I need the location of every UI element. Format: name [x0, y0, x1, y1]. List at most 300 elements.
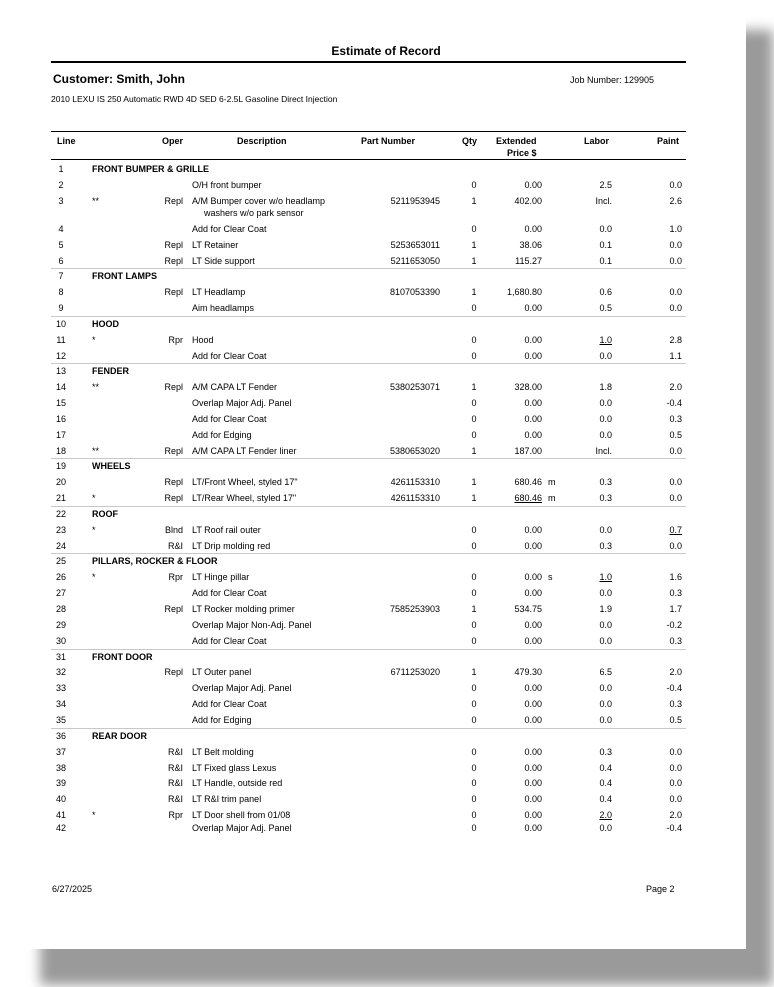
section-row — [26, 509, 746, 523]
item-description: LT Belt molding — [192, 747, 254, 757]
labor-hours: 0.0 — [599, 398, 612, 408]
line-number: 20 — [55, 477, 66, 487]
table-row — [26, 604, 746, 618]
labor-hours: 0.3 — [599, 541, 612, 551]
table-row — [26, 699, 746, 713]
extended-price: 0.00 — [524, 303, 542, 313]
line-number: 29 — [55, 620, 66, 630]
part-number: 5380653020 — [389, 446, 440, 456]
line-number: 8 — [58, 287, 64, 297]
line-number: 5 — [58, 240, 64, 250]
item-description: LT Handle, outside red — [192, 778, 283, 788]
line-number: 3 — [58, 196, 64, 206]
paint-hours: 0.0 — [669, 303, 682, 313]
line-number: 14 — [55, 382, 66, 392]
table-row — [26, 493, 746, 507]
line-number: 22 — [55, 509, 66, 519]
operation: R&I — [167, 747, 183, 757]
item-description: LT Roof rail outer — [192, 525, 261, 535]
item-description: Add for Edging — [192, 715, 252, 725]
line-number: 18 — [55, 446, 66, 456]
labor-hours: 1.8 — [599, 382, 612, 392]
item-description: A/M CAPA LT Fender liner — [192, 446, 297, 456]
section-title: FRONT LAMPS — [92, 271, 157, 281]
part-number: 7585253903 — [389, 604, 440, 614]
table-row — [26, 636, 746, 650]
quantity: 1 — [471, 477, 477, 487]
paint-hours: 2.8 — [669, 335, 682, 345]
item-description: Overlap Major Adj. Panel — [192, 398, 292, 408]
operation: Repl — [164, 240, 183, 250]
operation: Repl — [164, 604, 183, 614]
quantity: 0 — [471, 747, 477, 757]
item-description: LT/Front Wheel, styled 17" — [192, 477, 298, 487]
extended-price: 0.00 — [524, 763, 542, 773]
line-number: 34 — [55, 699, 66, 709]
line-marker: ** — [92, 196, 100, 206]
quantity: 1 — [471, 446, 477, 456]
line-number: 27 — [55, 588, 66, 598]
extended-price: 0.00 — [524, 541, 542, 551]
line-number: 38 — [55, 763, 66, 773]
customer-name: Customer: Smith, John — [53, 72, 186, 86]
part-number: 8107053390 — [389, 287, 440, 297]
price-flag: s — [548, 572, 553, 582]
line-number: 24 — [55, 541, 66, 551]
operation: Repl — [164, 256, 183, 266]
paint-hours: -0.4 — [666, 398, 682, 408]
quantity: 0 — [471, 224, 477, 234]
quantity: 0 — [471, 683, 477, 693]
labor-hours: 0.1 — [599, 240, 612, 250]
paint-hours: 0.0 — [669, 287, 682, 297]
labor-hours: Incl. — [595, 446, 612, 456]
section-divider — [51, 363, 686, 364]
item-description: A/M CAPA LT Fender — [192, 382, 278, 392]
item-description: Add for Clear Coat — [192, 224, 267, 234]
col-header-qty: Qty — [462, 136, 478, 146]
item-description: LT Fixed glass Lexus — [192, 763, 277, 773]
line-marker: ** — [92, 446, 100, 456]
labor-hours: 0.0 — [599, 224, 612, 234]
quantity: 0 — [471, 303, 477, 313]
table-row — [26, 398, 746, 412]
line-number: 21 — [55, 493, 66, 503]
quantity: 1 — [471, 240, 477, 250]
extended-price: 0.00 — [524, 398, 542, 408]
paint-hours: 0.5 — [669, 430, 682, 440]
quantity: 0 — [471, 430, 477, 440]
paint-hours: 0.7 — [669, 525, 682, 535]
labor-hours: 0.0 — [599, 683, 612, 693]
quantity: 1 — [471, 667, 477, 677]
operation: Blnd — [164, 525, 183, 535]
section-row — [26, 461, 746, 475]
labor-hours: 0.0 — [599, 414, 612, 424]
line-number: 37 — [55, 747, 66, 757]
table-row — [26, 287, 746, 301]
operation: Rpr — [168, 572, 183, 582]
section-row — [26, 271, 746, 285]
table-row — [26, 794, 746, 808]
extended-price: 0.00 — [524, 810, 542, 820]
paint-hours: 2.0 — [669, 810, 682, 820]
paint-hours: -0.4 — [666, 823, 682, 833]
table-row — [26, 240, 746, 254]
extended-price: 38.06 — [519, 240, 542, 250]
part-number: 5211653050 — [390, 256, 440, 266]
paint-hours: 0.0 — [669, 180, 682, 190]
part-number: 5380253071 — [389, 382, 440, 392]
quantity: 0 — [471, 810, 477, 820]
section-row — [26, 366, 746, 380]
table-row — [26, 477, 746, 491]
paint-hours: 0.0 — [669, 256, 682, 266]
paint-hours: 0.0 — [669, 747, 682, 757]
line-number: 2 — [58, 180, 64, 190]
labor-hours: 0.0 — [599, 699, 612, 709]
section-title: PILLARS, ROCKER & FLOOR — [92, 556, 218, 566]
line-number: 10 — [55, 319, 66, 329]
line-number: 31 — [55, 652, 66, 662]
section-divider — [51, 553, 686, 554]
part-number: 5211953945 — [390, 196, 440, 206]
line-marker: ** — [92, 382, 100, 392]
quantity: 0 — [471, 699, 477, 709]
operation: Repl — [164, 667, 183, 677]
line-number: 12 — [55, 351, 66, 361]
labor-hours: 0.0 — [599, 620, 612, 630]
extended-price: 0.00 — [524, 588, 542, 598]
section-row — [26, 731, 746, 745]
labor-hours: Incl. — [595, 196, 612, 206]
table-row — [26, 224, 746, 238]
extended-price: 0.00 — [524, 180, 542, 190]
quantity: 1 — [471, 287, 477, 297]
line-number: 13 — [55, 366, 66, 376]
extended-price: 680.46 — [514, 493, 542, 503]
extended-price: 0.00 — [524, 430, 542, 440]
labor-hours: 0.3 — [599, 493, 612, 503]
extended-price: 0.00 — [524, 351, 542, 361]
extended-price: 328.00 — [514, 382, 542, 392]
document-page — [26, 16, 746, 949]
line-number: 35 — [55, 715, 66, 725]
item-description: LT Outer panel — [192, 667, 252, 677]
line-number: 15 — [55, 398, 66, 408]
paint-hours: 0.3 — [669, 636, 682, 646]
operation: Repl — [164, 446, 183, 456]
paint-hours: -0.2 — [666, 620, 682, 630]
extended-price: 1,680.80 — [506, 287, 542, 297]
labor-hours: 0.6 — [599, 287, 612, 297]
paint-hours: 2.0 — [669, 667, 682, 677]
item-description: LT Side support — [192, 256, 255, 266]
paint-hours: 1.7 — [669, 604, 682, 614]
quantity: 1 — [471, 604, 477, 614]
extended-price: 0.00 — [524, 620, 542, 630]
labor-hours: 0.3 — [599, 477, 612, 487]
section-title: WHEELS — [92, 461, 131, 471]
item-description: O/H front bumper — [192, 180, 262, 190]
line-number: 40 — [55, 794, 66, 804]
footer-date: 6/27/2025 — [52, 884, 93, 894]
item-description: A/M Bumper cover w/o headlamp — [192, 196, 326, 206]
line-number: 19 — [55, 461, 66, 471]
section-row — [26, 556, 746, 570]
line-marker: * — [92, 493, 96, 503]
col-header-description: Description — [237, 136, 287, 146]
extended-price: 0.00 — [524, 335, 542, 345]
line-number: 11 — [56, 335, 66, 345]
line-number: 25 — [55, 556, 66, 566]
item-description: LT Rocker molding primer — [192, 604, 295, 614]
paint-hours: 0.0 — [669, 541, 682, 551]
paint-hours: 0.0 — [669, 493, 682, 503]
table-row — [26, 588, 746, 602]
table-row — [26, 382, 746, 396]
table-row — [26, 747, 746, 761]
table-row — [26, 778, 746, 792]
extended-price: 0.00 — [524, 572, 542, 582]
col-header-labor: Labor — [584, 136, 610, 146]
line-number: 1 — [58, 164, 64, 174]
extended-price: 0.00 — [524, 778, 542, 788]
line-number: 4 — [58, 224, 64, 234]
extended-price: 534.75 — [514, 604, 542, 614]
table-row — [26, 414, 746, 428]
item-description-continued: washers w/o park sensor — [204, 208, 304, 218]
vehicle-description: 2010 LEXU IS 250 Automatic RWD 4D SED 6-2.5L Gasoline Direct Injection — [51, 94, 338, 104]
quantity: 0 — [471, 414, 477, 424]
item-description: LT Door shell from 01/08 — [192, 810, 291, 820]
section-title: HOOD — [92, 319, 119, 329]
labor-hours: 0.0 — [599, 823, 612, 833]
section-row — [26, 164, 746, 178]
operation: R&I — [167, 541, 183, 551]
extended-price: 402.00 — [514, 196, 542, 206]
item-description: Add for Clear Coat — [192, 351, 267, 361]
line-number: 39 — [55, 778, 66, 788]
estimate-rows — [26, 16, 746, 916]
section-row — [26, 652, 746, 666]
quantity: 0 — [471, 572, 477, 582]
table-row — [26, 810, 746, 824]
price-flag: m — [548, 477, 556, 487]
quantity: 0 — [471, 398, 477, 408]
extended-price: 0.00 — [524, 715, 542, 725]
extended-price: 187.00 — [514, 446, 542, 456]
section-title: FRONT DOOR — [92, 652, 153, 662]
section-divider — [51, 506, 686, 507]
labor-hours: 0.0 — [599, 715, 612, 725]
paint-hours: 0.0 — [669, 477, 682, 487]
line-number: 16 — [55, 414, 66, 424]
labor-hours: 0.4 — [599, 763, 612, 773]
table-row — [26, 620, 746, 634]
line-number: 32 — [55, 667, 66, 677]
extended-price: 0.00 — [524, 747, 542, 757]
line-number: 23 — [55, 525, 66, 535]
extended-price: 115.27 — [515, 256, 542, 266]
extended-price: 0.00 — [524, 636, 542, 646]
operation: Repl — [164, 477, 183, 487]
section-title: FRONT BUMPER & GRILLE — [92, 164, 209, 174]
line-number: 7 — [58, 271, 64, 281]
item-description: Add for Edging — [192, 430, 252, 440]
line-marker: * — [92, 335, 96, 345]
line-number: 30 — [55, 636, 66, 646]
price-flag: m — [548, 493, 556, 503]
table-row — [26, 196, 746, 218]
col-header-extended: Extended — [496, 136, 537, 146]
paint-hours: 1.6 — [669, 572, 682, 582]
quantity: 0 — [471, 588, 477, 598]
quantity: 0 — [471, 823, 477, 833]
line-number: 42 — [55, 823, 66, 833]
operation: R&I — [167, 794, 183, 804]
line-marker: * — [92, 810, 96, 820]
paint-hours: 1.1 — [669, 351, 682, 361]
labor-hours: 1.0 — [599, 572, 612, 582]
section-divider — [51, 649, 686, 650]
quantity: 1 — [471, 493, 477, 503]
paint-hours: 0.0 — [669, 763, 682, 773]
paint-hours: 0.3 — [669, 414, 682, 424]
paint-hours: 2.6 — [669, 196, 682, 206]
quantity: 1 — [471, 196, 477, 206]
labor-hours: 2.0 — [599, 810, 612, 820]
item-description: LT Headlamp — [192, 287, 246, 297]
operation: Rpr — [168, 810, 183, 820]
labor-hours: 1.9 — [599, 604, 612, 614]
item-description: Overlap Major Adj. Panel — [192, 823, 292, 833]
part-number: 4261153310 — [390, 493, 440, 503]
table-row — [26, 180, 746, 194]
line-number: 41 — [55, 810, 66, 820]
paint-hours: 0.3 — [669, 699, 682, 709]
quantity: 0 — [471, 541, 477, 551]
paint-hours: 0.0 — [669, 778, 682, 788]
paint-hours: 0.0 — [669, 240, 682, 250]
item-description: Add for Clear Coat — [192, 636, 267, 646]
item-description: Hood — [192, 335, 214, 345]
section-row — [26, 319, 746, 333]
item-description: LT Hinge pillar — [192, 572, 250, 582]
extended-price: 0.00 — [524, 794, 542, 804]
part-number: 4261153310 — [390, 477, 440, 487]
item-description: LT/Rear Wheel, styled 17" — [192, 493, 297, 503]
section-title: FENDER — [92, 366, 130, 376]
section-divider — [51, 268, 686, 269]
extended-price: 0.00 — [524, 224, 542, 234]
item-description: Add for Clear Coat — [192, 588, 267, 598]
operation: Rpr — [168, 335, 183, 345]
extended-price: 0.00 — [524, 699, 542, 709]
labor-hours: 0.0 — [599, 636, 612, 646]
line-number: 9 — [58, 303, 64, 313]
operation: Repl — [164, 493, 183, 503]
line-number: 36 — [55, 731, 66, 741]
section-title: ROOF — [92, 509, 118, 519]
operation: Repl — [164, 196, 183, 206]
quantity: 0 — [471, 335, 477, 345]
labor-hours: 0.3 — [599, 747, 612, 757]
line-number: 6 — [58, 256, 64, 266]
table-row — [26, 572, 746, 586]
operation: Repl — [164, 287, 183, 297]
part-number: 5253653011 — [390, 240, 440, 250]
labor-hours: 0.4 — [599, 794, 612, 804]
quantity: 0 — [471, 180, 477, 190]
col-header-part-number: Part Number — [361, 136, 416, 146]
item-description: Overlap Major Adj. Panel — [192, 683, 292, 693]
quantity: 0 — [471, 794, 477, 804]
item-description: Add for Clear Coat — [192, 414, 267, 424]
document-title: Estimate of Record — [331, 44, 441, 58]
paint-hours: 0.5 — [669, 715, 682, 725]
labor-hours: 0.0 — [599, 430, 612, 440]
quantity: 1 — [471, 256, 477, 266]
col-header-line: Line — [57, 136, 76, 146]
labor-hours: 0.5 — [599, 303, 612, 313]
quantity: 0 — [471, 636, 477, 646]
paint-hours: 1.0 — [669, 224, 682, 234]
table-row — [26, 683, 746, 697]
line-number: 33 — [55, 683, 66, 693]
operation: R&I — [167, 763, 183, 773]
table-row — [26, 525, 746, 539]
table-row — [26, 763, 746, 777]
labor-hours: 0.1 — [599, 256, 612, 266]
paint-hours: 0.0 — [669, 794, 682, 804]
labor-hours: 0.0 — [599, 588, 612, 598]
item-description: Overlap Major Non-Adj. Panel — [192, 620, 312, 630]
labor-hours: 2.5 — [599, 180, 612, 190]
line-number: 26 — [55, 572, 66, 582]
line-marker: * — [92, 572, 96, 582]
section-divider — [51, 458, 686, 459]
table-row — [26, 430, 746, 444]
operation: R&I — [167, 778, 183, 788]
item-description: Aim headlamps — [192, 303, 255, 313]
quantity: 0 — [471, 778, 477, 788]
labor-hours: 0.4 — [599, 778, 612, 788]
footer-page-number: Page 2 — [646, 884, 675, 894]
labor-hours: 6.5 — [599, 667, 612, 677]
part-number: 6711253020 — [390, 667, 440, 677]
labor-hours: 1.0 — [599, 335, 612, 345]
operation: Repl — [164, 382, 183, 392]
line-number: 28 — [55, 604, 66, 614]
item-description: LT Drip molding red — [192, 541, 271, 551]
paint-hours: 0.0 — [669, 446, 682, 456]
section-divider — [51, 728, 686, 729]
quantity: 0 — [471, 620, 477, 630]
quantity: 0 — [471, 763, 477, 773]
table-row — [26, 303, 746, 317]
extended-price: 0.00 — [524, 525, 542, 535]
table-row — [26, 335, 746, 349]
table-row — [26, 667, 746, 681]
item-description: LT Retainer — [192, 240, 239, 250]
quantity: 0 — [471, 525, 477, 535]
paint-hours: 0.3 — [669, 588, 682, 598]
extended-price: 479.30 — [514, 667, 542, 677]
extended-price: 680.46 — [514, 477, 542, 487]
section-title: REAR DOOR — [92, 731, 148, 741]
labor-hours: 0.0 — [599, 351, 612, 361]
